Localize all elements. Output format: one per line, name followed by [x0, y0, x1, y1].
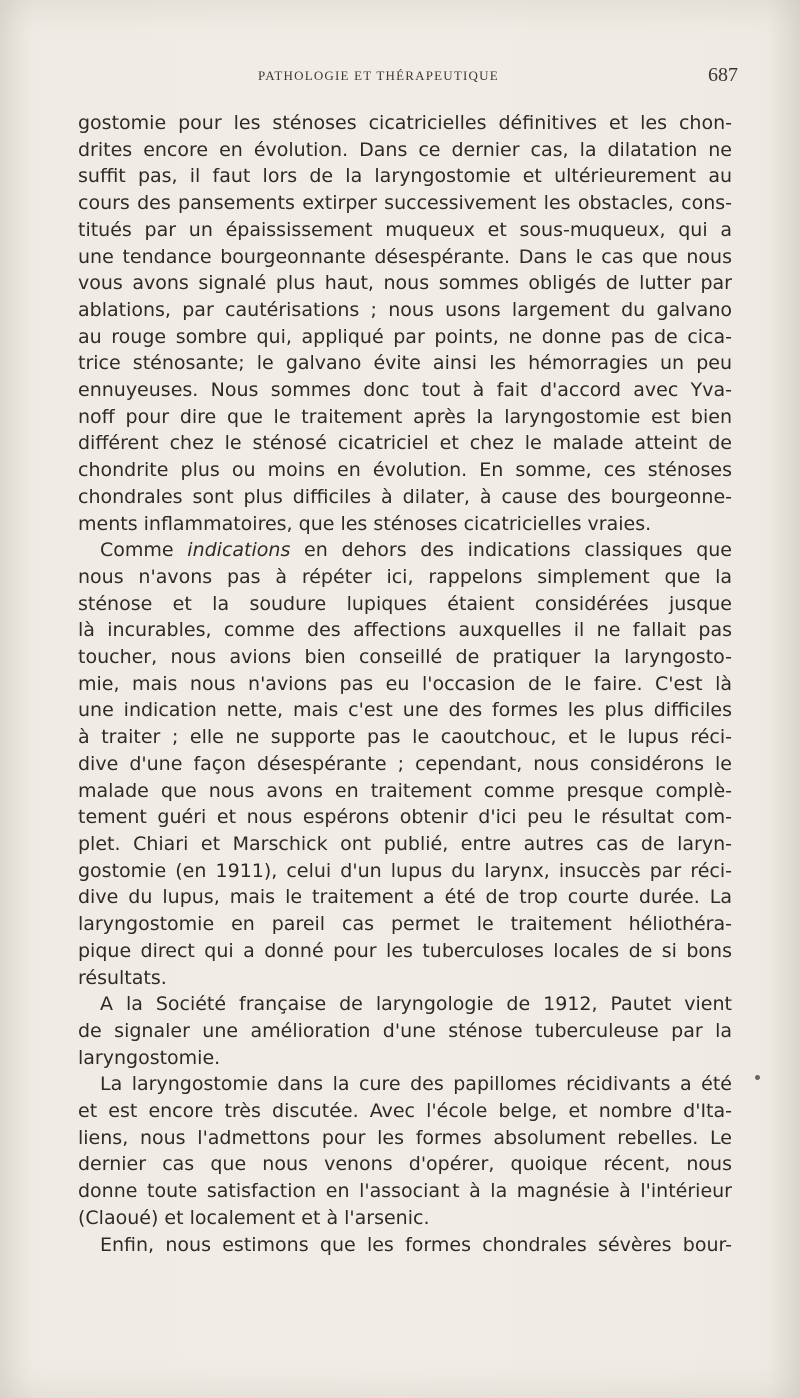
text-line: pique direct qui a donné pour les tuberculoses locales de si bons	[78, 939, 732, 962]
text-line: vous avons signalé plus haut, nous sommes obligés de lutter par	[78, 272, 732, 295]
text-line-first	[78, 537, 732, 564]
paragraph-3	[78, 991, 732, 1071]
text-line: là incurables, comme des affections auxquelles il ne fallait pas	[78, 619, 732, 642]
text-line: tement guéri et nous espérons obtenir d'ici peu le résultat com-	[78, 806, 732, 829]
text-line: une tendance bourgeonnante désespérante. Dans le cas que nous	[78, 245, 732, 268]
text-line: toucher, nous avions bien conseillé de pratiquer la laryngosto-	[78, 646, 732, 669]
text-line: noff pour dire que le traitement après la laryngostomie est bien	[78, 405, 732, 428]
text-line: laryngostomie en pareil cas permet le traitement héliothéra-	[78, 913, 732, 936]
text-line: Enfin, nous estimons que les formes chondrales sévères bour-	[100, 1233, 732, 1256]
paragraph-lead: Comme	[100, 539, 188, 562]
text-line: ments inflammatoires, que les sténoses cicatricielles vraies.	[78, 512, 652, 535]
line-rest: en dehors des indications classiques que	[290, 539, 732, 562]
paragraph-4	[78, 1071, 732, 1231]
text-line: chondrite plus ou moins en évolution. En somme, ces sténoses	[78, 459, 732, 482]
text-line: (Claoué) et localement et à l'arsenic.	[78, 1206, 430, 1229]
text-line: plet. Chiari et Marschick ont publié, entre autres cas de laryn-	[78, 832, 732, 855]
text-line: chondrales sont plus difficiles à dilater, à cause des bourgeonne-	[78, 485, 732, 508]
text-line: dernier cas que nous venons d'opérer, quoique récent, nous	[78, 1153, 732, 1176]
text-line: résultats.	[78, 966, 167, 989]
text-line: au rouge sombre qui, appliqué par points, ne donne pas de cica-	[78, 325, 732, 348]
text-line: sténose et la soudure lupiques étaient considérées jusque	[78, 592, 732, 615]
text-line: donne toute satisfaction en l'associant à la magnésie à l'intérieur	[78, 1180, 732, 1203]
text-line: titués par un épaississement muqueux et sous-muqueux, qui a	[78, 218, 732, 241]
text-line: liens, nous l'admettons pour les formes absolument rebelles. Le	[78, 1126, 732, 1149]
text-line: nous n'avons pas à répéter ici, rappelons simplement que la	[78, 565, 732, 588]
text-line: cours des pansements extirper successivement les obstacles, cons-	[78, 192, 732, 215]
text-line: malade que nous avons en traitement comme presque complè-	[78, 779, 732, 802]
page-number: 687	[708, 64, 738, 86]
ink-speck	[755, 1075, 760, 1080]
text-line: mie, mais nous n'avions pas eu l'occasion de le faire. C'est là	[78, 672, 732, 695]
paragraph-2	[78, 537, 732, 991]
text-line: dive d'une façon désespérante ; cependant, nous considérons le	[78, 752, 732, 775]
paragraph-5	[78, 1232, 732, 1259]
text-line: différent chez le sténosé cicatriciel et chez le malade atteint de	[78, 432, 732, 455]
text-line: une indication nette, mais c'est une des formes les plus difficiles	[78, 699, 732, 722]
text-line: à traiter ; elle ne supporte pas le caoutchouc, et le lupus réci-	[78, 726, 732, 749]
page-header	[80, 64, 740, 88]
text-line: suffit pas, il faut lors de la laryngostomie et ultérieurement au	[78, 165, 732, 188]
text-line: dive du lupus, mais le traitement a été de trop courte durée. La	[78, 886, 732, 909]
running-title: PATHOLOGIE ET THÉRAPEUTIQUE	[258, 68, 499, 83]
text-line: ennuyeuses. Nous sommes donc tout à fait d'accord avec Yva-	[78, 379, 732, 402]
text-line: drites encore en évolution. Dans ce dernier cas, la dilatation ne	[78, 138, 732, 161]
text-line: gostomie pour les sténoses cicatricielles définitives et les chon-	[78, 112, 732, 134]
text-line: de signaler une amélioration d'une sténose tuberculeuse par la	[78, 1019, 732, 1042]
text-line: trice sténosante; le galvano évite ainsi les hémorragies un peu	[78, 352, 732, 375]
text-line: La laryngostomie dans la cure des papillomes récidivants a été	[100, 1073, 732, 1096]
text-line: et est encore très discutée. Avec l'école belge, et nombre d'Ita-	[78, 1100, 732, 1123]
text-line: laryngostomie.	[78, 1046, 221, 1069]
italic-term: indications	[187, 539, 291, 562]
text-line: ablations, par cautérisations ; nous usons largement du galvano	[78, 298, 732, 321]
text-line: A la Société française de laryngologie de 1912, Pautet vient	[100, 993, 732, 1016]
text-line: gostomie (en 1911), celui d'un lupus du larynx, insuccès par réci-	[78, 859, 732, 882]
body-text	[78, 110, 732, 1258]
paragraph-1	[78, 110, 732, 537]
